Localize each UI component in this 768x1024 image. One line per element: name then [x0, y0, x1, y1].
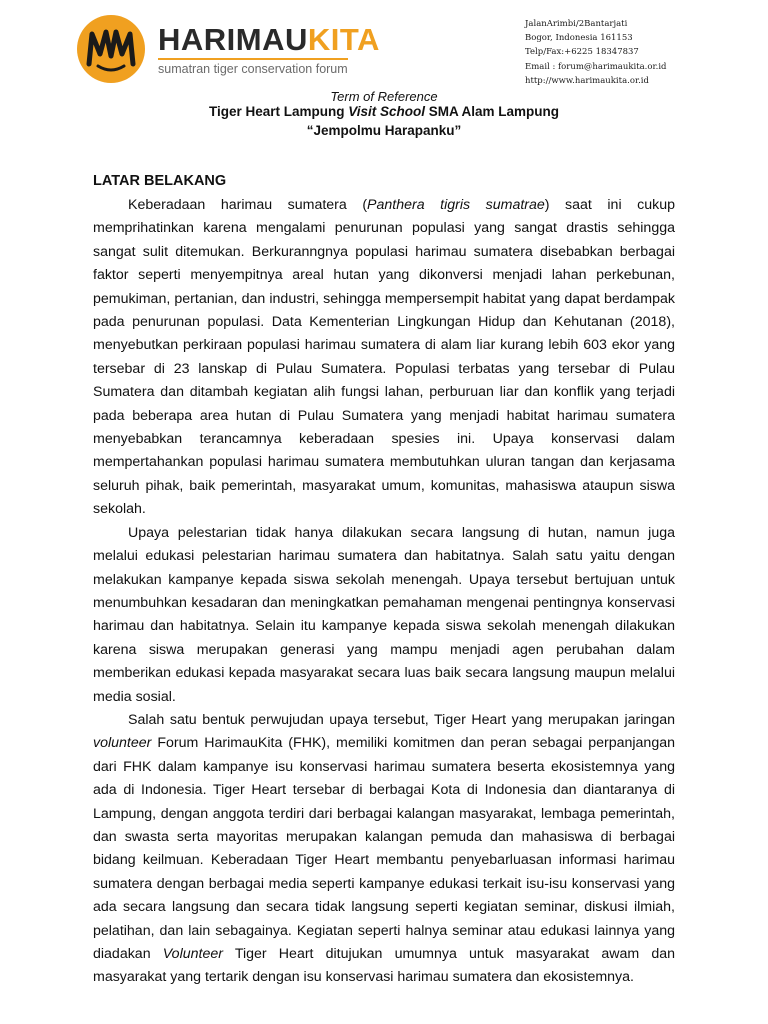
document-subtitle: “Jempolmu Harapanku” [306, 123, 462, 138]
p3-text-e: Tiger Heart ditujukan umumnya untuk masyarakat awam dan masyarakat yang tertarik dengan isu konservasi harimau sumatera dan ekosistemnya. [93, 946, 676, 986]
tiger-logo-icon [76, 14, 146, 84]
paragraph-3 [93, 709, 675, 990]
document-title [0, 104, 768, 119]
p3-text-a: Salah satu bentuk perwujudan upaya tersebut, Tiger Heart yang merupakan jaringan [128, 711, 675, 728]
brand-name [158, 22, 380, 58]
title-part-c: SMA Alam Lampung [425, 104, 560, 119]
body-text [93, 194, 675, 990]
term-of-reference-label: Term of Reference [330, 89, 438, 104]
p1-text-c: ) saat ini cukup memprihatinkan karena mengalami penurunan populasi yang sangat drastis sehingga sangat sulit ditemukan. Berkuranngnya populasi harimau sumatera disebabkan berbagai faktor seperti menyempitnya areal hutan yang dikonversi menjadi lahan perkebunan, pemukiman, pertanian, dan industri, sehingga mempersempit habitat yang dapat berdampak pada penurunan populasi. Data Kementerian Lingkungan Hidup dan Kehutanan (2018), menyebutkan perkiraan populasi harimau sumatera di alam liar kurang lebih 603 ekor yang tersebar di 23 lanskap di Pulau Sumatera. Populasi terbatas yang tersebar di Pulau Sumatera dan ditambah kegiatan alih fungsi lahan, perburuan liar dan konflik yang terjadi pada beberapa area hutan di Pulau Sumatera yang menjadi habitat harimau sumatera menyebabkan terancamnya keberadaan spesies ini. Upaya konservasi dalam mempertahankan populasi harimau sumatera membutuhkan uluran tangan dan kerjasama seluruh pihak, baik pemerintah, masyarakat umum, komunitas, mahasiswa ataupun siswa sekolah. [93, 197, 675, 518]
contact-block [525, 17, 667, 88]
contact-address: JalanArimbi/2Bantarjati [525, 19, 628, 29]
contact-website: http://www.harimaukita.or.id [525, 75, 649, 86]
paragraph-1 [93, 194, 675, 522]
title-part-a: Tiger Heart Lampung [208, 104, 349, 119]
contact-city: Bogor, Indonesia 161153 [525, 33, 633, 44]
contact-phone: Telp/Fax:+6225 18347837 [525, 47, 639, 58]
section-heading: LATAR BELAKANG [93, 173, 227, 189]
contact-email: Email : forum@harimaukita.or.id [525, 61, 667, 72]
p3-volunteer-2: Volunteer [162, 946, 223, 962]
harimaukita-logo [76, 14, 380, 84]
paragraph-2: Upaya pelestarian tidak hanya dilakukan secara langsung di hutan, namun juga melalui edukasi pelestarian harimau sumatera dan habitatnya. Salah satu yaitu dengan melakukan kampanye kepada siswa sekolah menengah. Upaya tersebut bertujuan untuk menumbuhkan kesadaran dan meningkatkan pemahaman mengenai pentingnya konservasi harimau dan habitatnya. Selain itu kampanye kepada siswa sekolah menengah dilakukan karena siswa merupakan generasi yang mampu menjadi agen perubahan dalam memberikan edukasi kepada masyarakat secara luas baik secara langsung maupun melalui media sosial. [93, 524, 675, 705]
brand-tagline: sumatran tiger conservation forum [158, 58, 348, 76]
p3-volunteer-1: volunteer [93, 735, 152, 752]
p1-species-name: Panthera tigris sumatrae [367, 197, 545, 213]
brand-part2: KITA [307, 22, 380, 57]
title-part-b: Visit School [348, 104, 426, 119]
p3-text-c: Forum HarimauKita (FHK), memiliki komitmen dan peran sebagai perpanjangan dari FHK dalam kampanye isu konservasi harimau sumatera beserta ekosistemnya yang ada di Indonesia. Tiger Heart tersebar di berbagai Kota di Indonesia dan diantaranya di Lampung, dengan anggota terdiri dari berbagai kalangan masyarakat, lembaga pemerintah, dan swasta serta mayoritas merupakan kalangan pemuda dan mahasiswa di berbagai bidang keilmuan. Keberadaan Tiger Heart membantu penyebarluasan informasi harimau sumatera dengan berbagai media seperti kampanye edukasi terkait isu-isu konservasi yang ada secara langsung dan secara tidak langsung seperti kegiatan seminar, diskusi ilmiah, pelatihan, dan lain sebagainya. Kegiatan seperti halnya seminar atau edukasi lainnya yang diadakan [93, 735, 675, 962]
p1-text-a: Keberadaan harimau sumatera ( [128, 197, 368, 213]
brand-part1: HARIMAU [158, 22, 308, 57]
